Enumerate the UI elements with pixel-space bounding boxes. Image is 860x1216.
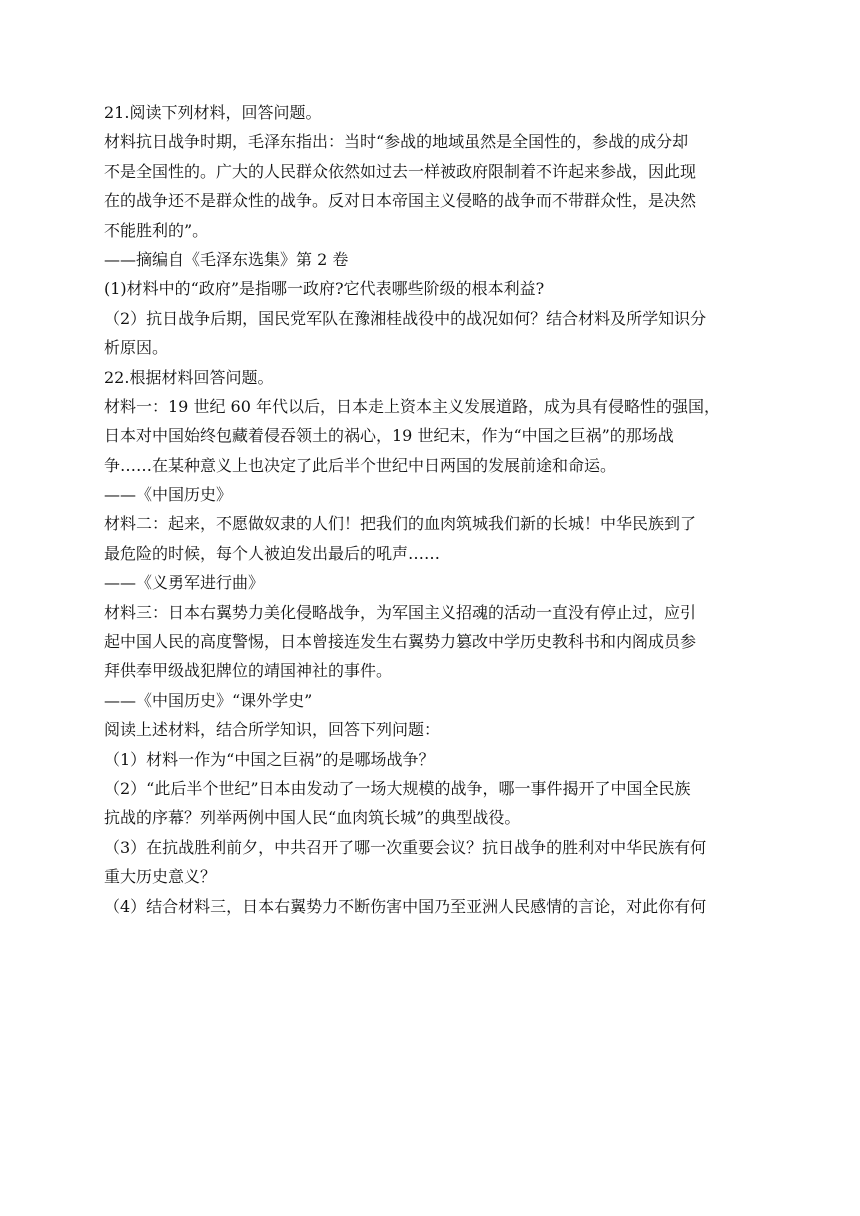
q21-question-2-line-1: （2）抗日战争后期，国民党军队在豫湘桂战役中的战况如何？结合材料及所学知识分 [104,308,707,328]
q22-material-2-line-1: 材料二：起来，不愿做奴隶的人们！把我们的血肉筑城我们新的长城！中华民族到了 [104,514,697,534]
q22-material-3-source: ——《中国历史》“课外学史” [104,690,313,710]
q22-material-2-source: ——《义勇军进行曲》 [104,573,265,593]
q22-material-3-line-3: 拜供奉甲级战犯牌位的靖国神社的事件。 [104,661,393,681]
q22-question-2-line-2: 抗战的序幕？列举两例中国人民“血肉筑长城”的典型战役。 [104,808,521,828]
q22-material-1-source: ——《中国历史》 [104,485,233,505]
q21-heading: 21.阅读下列材料，回答问题。 [104,103,322,122]
q22-material-1-line-3: 争……在某种意义上也决定了此后半个世纪中日两国的发展前途和命运。 [104,455,617,475]
q22-instruction: 阅读上述材料，结合所学知识，回答下列问题： [104,720,441,740]
q22-material-1-line-2: 日本对中国始终包藏着侵吞领土的祸心，19 世纪末，作为“中国之巨祸”的那场战 [104,426,674,446]
q22-heading: 22.根据材料回答问题。 [104,367,274,387]
q21-question-2-line-2: 析原因。 [104,338,169,358]
q22-material-3-line-2: 起中国人民的高度警惕，日本曾接连发生右翼势力篡改中学历史教科书和内阁成员参 [104,632,697,652]
q22-material-3-line-1: 材料三：日本右翼势力美化侵略战争，为军国主义招魂的活动一直没有停止过，应引 [104,602,697,622]
document-body [104,98,768,921]
q21-material-line-3: 在的战争还不是群众性的战争。反对日本帝国主义侵略的战争而不带群众性，是决然 [104,191,697,211]
q22-question-1: （1）材料一作为“中国之巨祸”的是哪场战争？ [104,749,435,769]
q21-question-1: (1)材料中的“政府”是指哪一政府?它代表哪些阶级的根本利益? [104,279,545,299]
q22-question-2-line-1: （2）“此后半个世纪”日本由发动了一场大规模的战争，哪一事件揭开了中国全民族 [104,778,691,798]
q21-material-line-1: 材料抗日战争时期，毛泽东指出：当时“参战的地域虽然是全国性的，参战的成分却 [104,132,689,152]
q22-question-3-line-1: （3）在抗战胜利前夕，中共召开了哪一次重要会议？抗日战争的胜利对中华民族有何 [104,837,707,857]
q22-material-1-line-1: 材料一：19 世纪 60 年代以后，日本走上资本主义发展道路，成为具有侵略性的强国， [104,396,720,416]
q22-question-4-line-1: （4）结合材料三，日本右翼势力不断伤害中国乃至亚洲人民感情的言论，对此你有何 [104,896,707,916]
q21-material-line-2: 不是全国性的。广大的人民群众依然如过去一样被政府限制着不许起来参战，因此现 [104,161,697,181]
q22-material-2-line-2: 最危险的时候，每个人被迫发出最后的吼声…… [104,543,441,563]
q22-question-3-line-2: 重大历史意义？ [104,867,217,887]
q21-source: ——摘编自《毛泽东选集》第 2 卷 [104,249,349,269]
q21-material-line-4: 不能胜利的”。 [104,220,209,240]
